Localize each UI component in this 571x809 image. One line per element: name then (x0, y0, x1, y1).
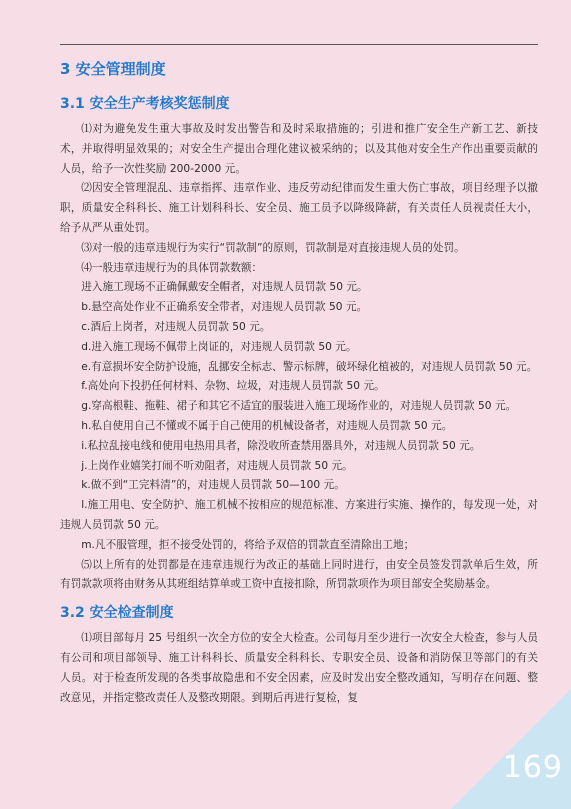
list-item: c.酒后上岗者，对违规人员罚款 50 元。 (81, 320, 271, 333)
paragraph: ⑷一般违章违规行为的具体罚款数额： (81, 261, 263, 274)
list-item: e.有意损坏安全防护设施，乱挪安全标志、警示标牌，破坏绿化植被的，对违规人员罚款 50 元。 (81, 360, 538, 373)
list-item: j.上岗作业嬉笑打闹不听劝阻者，对违规人员罚款 50 元。 (81, 459, 353, 472)
list-item: h.私自使用自己不懂或不属于自己使用的机械设备者，对违规人员罚款 50 元。 (81, 419, 453, 432)
list-item: i.私拉乱接电线和使用电热用具者，除没收所查禁用器具外，对违规人员罚款 50 元。 (81, 439, 481, 452)
paragraph: ⑴项目部每月 25 号组织一次全方位的安全大检查。公司每月至少进行一次安全大检查，参与人员有公司和项目部领导、施工计科科长、质量安全科科长、专职安全员、设备和消防保卫等部门的有关人员。对于检查所发现的各类事故隐患和不安全因素，应及时发出安全整改通知，写明存在问题、整改意见，并指定整改责任人及整改期限。到期后再进行复检，复 (60, 632, 538, 704)
paragraph: ⑴对为避免发生重大事故及时发出警告和及时采取措施的；引进和推广安全生产新工艺、新技术，并取得明显效果的；对安全生产提出合理化建议被采纳的；以及其他对安全生产作出重要贡献的人员，给予一次性奖励 200-2000 元。 (60, 123, 538, 175)
paragraph: ⑸以上所有的处罚都是在违章违规行为改正的基础上同时进行，由安全员签发罚款单后生效，所有罚款款项将由财务从其班组结算单或工资中直接扣除，所罚款项作为项目部安全奖励基金。 (60, 558, 538, 591)
section-3-1-body (60, 120, 538, 595)
header-rule (60, 44, 538, 45)
list-item: d.进入施工现场不佩带上岗证的，对违规人员罚款 50 元。 (81, 340, 357, 353)
list-item: m.凡不服管理，拒不接受处罚的，将给予双倍的罚款直至清除出工地； (81, 538, 415, 551)
section-title-3-1: 3.1 安全生产考核奖惩制度 (60, 96, 230, 112)
list-item: 进入施工现场不正确佩戴安全帽者，对违规人员罚款 50 元。 (81, 281, 368, 294)
list-item: b.悬空高处作业不正确系安全带者，对违规人员罚款 50 元。 (81, 301, 368, 314)
page-content (60, 58, 538, 708)
chapter-heading: 3 安全管理制度 (60, 60, 166, 78)
paragraph: ⑵因安全管理混乱、违章指挥、违章作业、违反劳动纪律而发生重大伤亡事故，项目经理予以撤职，质量安全科科长、施工计划科科长、安全员、施工员予以降级降薪，有关责任人员视责任大小，给予从严从重处罚。 (60, 182, 538, 234)
corner-decoration (451, 689, 571, 809)
list-item: k.做不到“工完料清”的，对违规人员罚款 50—100 元。 (81, 479, 345, 492)
list-item: l.施工用电、安全防护、施工机械不按相应的规范标准、方案进行实施、操作的，每发现一处，对违规人员罚款 50 元。 (60, 499, 538, 531)
list-item: g.穿高根鞋、拖鞋、裙子和其它不适宜的服装进入施工现场作业的，对违规人员罚款 50 元。 (81, 400, 517, 413)
page-number: 169 (502, 750, 563, 785)
section-title-3-2: 3.2 安全检查制度 (60, 605, 174, 622)
paragraph: ⑶对一般的违章违规行为实行“罚款制”的原则，罚款制是对直接违规人员的处罚。 (81, 241, 465, 254)
list-item: f.高处向下投扔任何材料、杂物、垃圾，对违规人员罚款 50 元。 (81, 380, 385, 393)
